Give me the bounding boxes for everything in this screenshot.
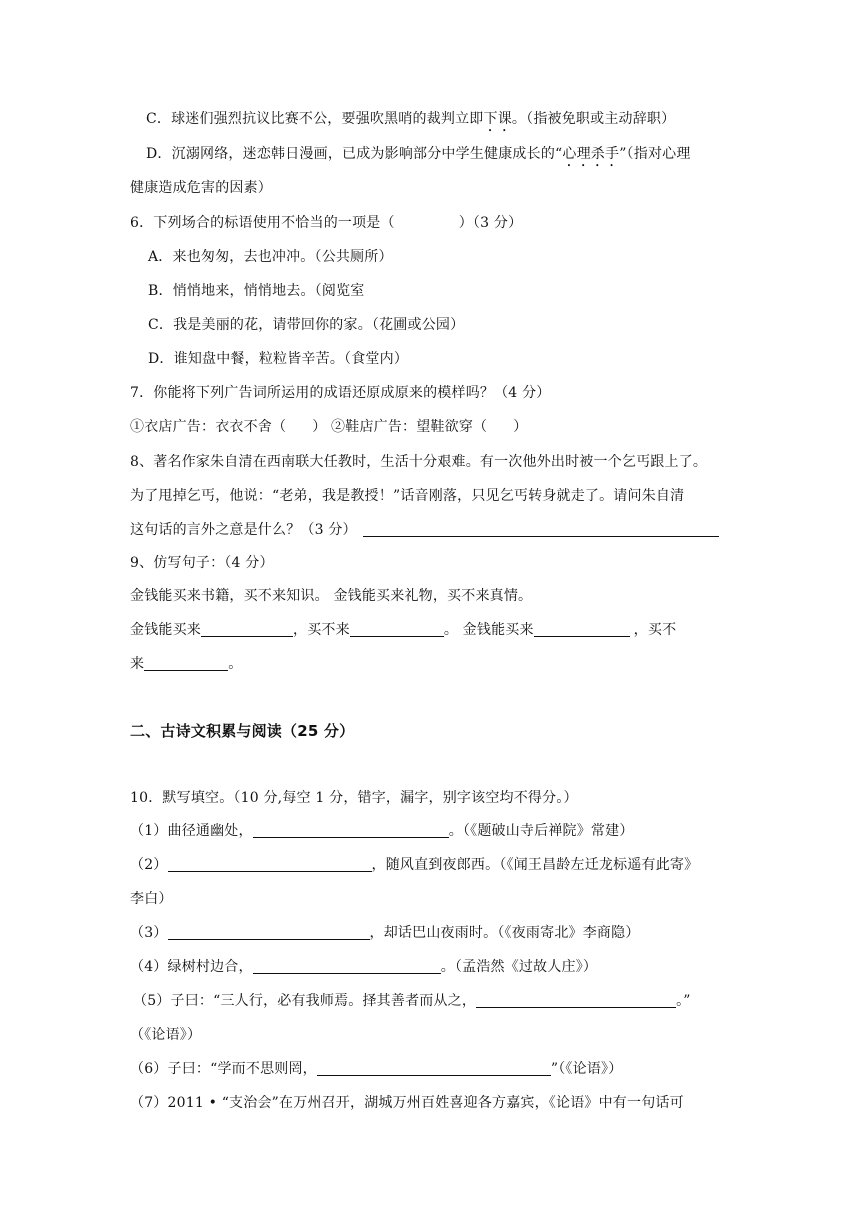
q10-item-1-text: （1）曲径通幽处， xyxy=(130,823,253,839)
q10-item-7: （7）2011 • “支治会”在万州召开，湖城万州百姓喜迎各方嘉宾，《论语》中有一句话可 xyxy=(130,1095,684,1111)
q9-example: 金钱能买来书籍，买不来知识。 金钱能买来礼物，买不来真情。 xyxy=(130,588,533,604)
q10-item-2-text: ，随风直到夜郎西。（《闻王昌龄左迁龙标遥有此寄》 xyxy=(371,857,699,873)
q10-item-3-text: ，却话巴山夜雨时。（《夜雨寄北》李商隐） xyxy=(369,925,640,941)
q10-item-5-line2: （《论语》） xyxy=(130,1027,202,1043)
q9-blank-1[interactable] xyxy=(201,622,293,637)
q8-line-3 xyxy=(130,521,719,539)
q5-option-d xyxy=(146,145,691,170)
q9-fill-line-1 xyxy=(130,621,676,639)
q10-item-2-line2: 李白） xyxy=(130,891,173,907)
q9-prefix-4: ，买不 xyxy=(633,622,677,638)
q5-c-text: C．球迷们强烈抗议比赛不公，要强吹黑哨的裁判立即 xyxy=(146,111,484,127)
q10-stem: 10．默写填空。（10 分,每空 1 分，错字，漏字，别字该空均不得分。） xyxy=(130,790,578,806)
q10-item-6-source: ”（《论语》） xyxy=(550,1061,623,1077)
q10-item-1 xyxy=(130,822,634,840)
q10-item-3 xyxy=(130,924,640,942)
q7-item-close: ） xyxy=(513,419,528,435)
q10-blank-6[interactable] xyxy=(317,1061,551,1076)
q9-prefix-5: 来 xyxy=(130,656,145,672)
q7-answers xyxy=(130,418,527,436)
q7-item-2: ） ②鞋店广告：望鞋欲穿（ xyxy=(312,419,488,435)
q8-line-1: 8、著名作家朱自清在西南联大任教时，生活十分艰难。有一次他外出时被一个乞丐跟上了。 xyxy=(130,454,708,470)
q10-item-4 xyxy=(130,958,597,976)
q10-blank-2[interactable] xyxy=(168,857,372,872)
q5-d-text: D．沉溺网络，迷恋韩日漫画，已成为影响部分中学生健康成长的“ xyxy=(146,146,563,162)
q5-d-emphasis: 心理杀手 xyxy=(562,146,620,162)
q6-stem xyxy=(130,214,522,232)
q5-option-c xyxy=(146,110,675,135)
q10-blank-3[interactable] xyxy=(168,925,370,940)
q10-item-4-text: （4）绿树村边合， xyxy=(130,959,253,975)
q9-blank-3[interactable] xyxy=(534,622,630,637)
q8-answer-line[interactable] xyxy=(363,522,719,537)
section-2-heading: 二、古诗文积累与阅读（25 分） xyxy=(130,722,355,740)
q6-stem-text: 6．下列场合的标语使用不恰当的一项是（ xyxy=(130,215,395,231)
q10-item-3-num: （3） xyxy=(130,925,168,941)
q9-prefix-3: 。 金钱能买来 xyxy=(443,622,534,638)
q9-prefix-2: ，买不来 xyxy=(293,622,350,638)
q10-item-5-text: （5）子曰：“三人行，必有我师焉。择其善者而从之， xyxy=(133,993,477,1009)
q5-d-note: ”（指对心理 xyxy=(619,146,691,162)
q5-c-note: 。（指被免职或主动辞职） xyxy=(511,111,676,127)
q7-item-1: ①衣店广告：衣衣不舍（ xyxy=(130,419,287,435)
q10-item-2-num: （2） xyxy=(130,857,168,873)
q5-c-emphasis: 下课 xyxy=(483,111,512,127)
q9-fill-line-2 xyxy=(130,655,242,673)
q10-item-6-text: （6）子曰：“学而不思则罔， xyxy=(130,1061,317,1077)
q9-stem: 9、仿写句子：（4 分） xyxy=(130,555,274,571)
q8-line-2: 为了甩掉乞丐，他说：“老弟，我是教授！”话音刚落，只见乞丐转身就走了。请问朱自清 xyxy=(130,488,685,504)
q10-item-1-source: 。（《题破山寺后禅院》常建） xyxy=(448,823,634,839)
q10-item-6 xyxy=(130,1060,622,1078)
q10-blank-1[interactable] xyxy=(253,823,449,838)
q9-prefix-1: 金钱能买来 xyxy=(130,622,201,638)
q9-blank-4[interactable] xyxy=(144,656,228,671)
q5-option-d-line2: 健康造成危害的因素） xyxy=(130,180,272,196)
q6-option-b: B．悄悄地来，悄悄地去。（阅览室 xyxy=(148,283,365,299)
q10-item-5 xyxy=(133,992,691,1010)
q9-end: 。 xyxy=(228,656,243,672)
q7-stem: 7．你能将下列广告词所运用的成语还原成原来的模样吗？（4 分） xyxy=(130,385,551,401)
q8-question: 这句话的言外之意是什么？（3 分） xyxy=(130,522,357,538)
q10-item-4-source: 。（孟浩然《过故人庄》） xyxy=(440,959,598,975)
q10-blank-5[interactable] xyxy=(476,993,676,1008)
q6-option-d: D．谁知盘中餐，粒粒皆辛苦。（食堂内） xyxy=(148,351,409,367)
q6-option-a: A．来也匆匆，去也冲冲。（公共厕所） xyxy=(148,249,393,265)
q9-blank-2[interactable] xyxy=(350,622,444,637)
q10-item-2 xyxy=(130,856,698,874)
q10-item-5-end: 。” xyxy=(676,993,691,1009)
q10-blank-4[interactable] xyxy=(253,959,441,974)
q6-option-c: C．我是美丽的花，请带回你的家。（花圃或公园） xyxy=(148,317,465,333)
q6-score: ）（3 分） xyxy=(458,215,523,231)
